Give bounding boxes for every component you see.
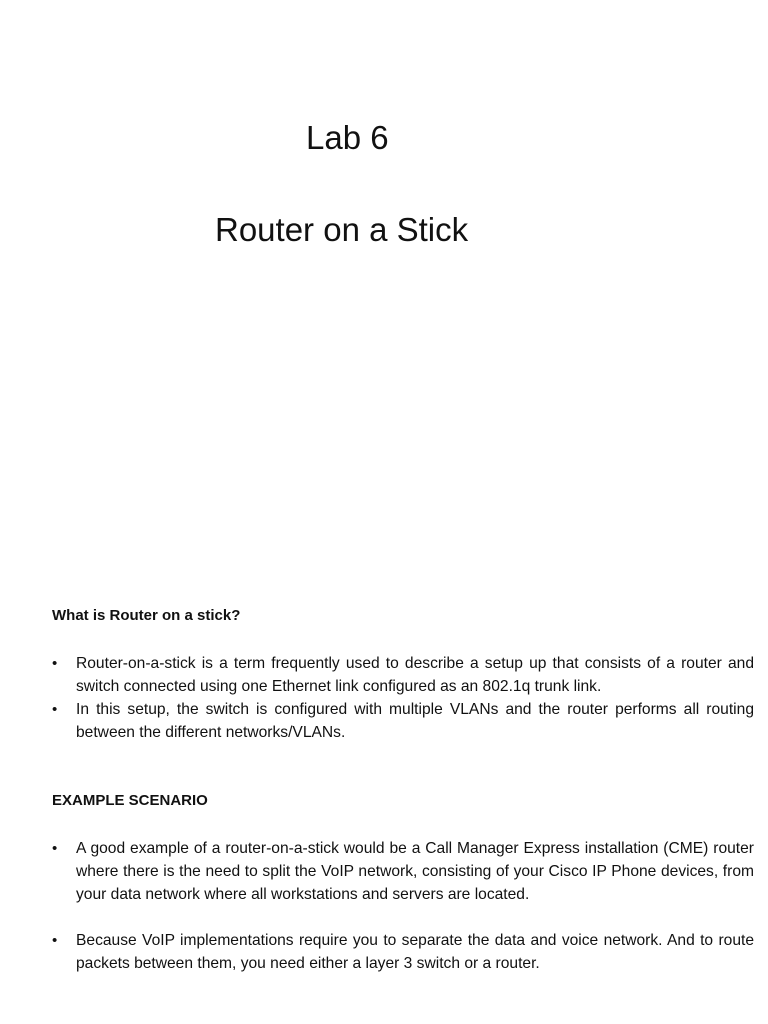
bullet-list-example-scenario <box>52 837 754 975</box>
bullet-text: A good example of a router-on-a-stick would be a Call Manager Express installation (CME) router where there is the need to split the VoIP network, consisting of your Cisco IP Phone devices, from your data network where all workstations and servers are located. <box>76 840 754 903</box>
bullet-icon: • <box>52 840 58 857</box>
bullet-text: Because VoIP implementations require you to separate the data and voice network. And to route packets between them, you need either a layer 3 switch or a router. <box>76 932 754 972</box>
page-title: Router on a Stick <box>215 211 469 248</box>
bullet-list-what-is <box>52 652 754 744</box>
bullet-icon: • <box>52 655 58 672</box>
list-item <box>52 929 754 975</box>
list-item <box>52 698 754 744</box>
bullet-icon: • <box>52 932 58 949</box>
bullet-icon: • <box>52 701 58 718</box>
bullet-text: Router-on-a-stick is a term frequently used to describe a setup up that consists of a router and switch connected using one Ethernet link configured as an 802.1q trunk link. <box>76 655 754 695</box>
lab-title: Lab 6 <box>306 119 389 156</box>
bullet-text: In this setup, the switch is configured with multiple VLANs and the router performs all routing between the different networks/VLANs. <box>76 701 754 741</box>
section-heading-what-is: What is Router on a stick? <box>52 607 241 624</box>
section-heading-example-scenario: EXAMPLE SCENARIO <box>52 792 208 809</box>
list-item <box>52 652 754 698</box>
list-item <box>52 837 754 906</box>
